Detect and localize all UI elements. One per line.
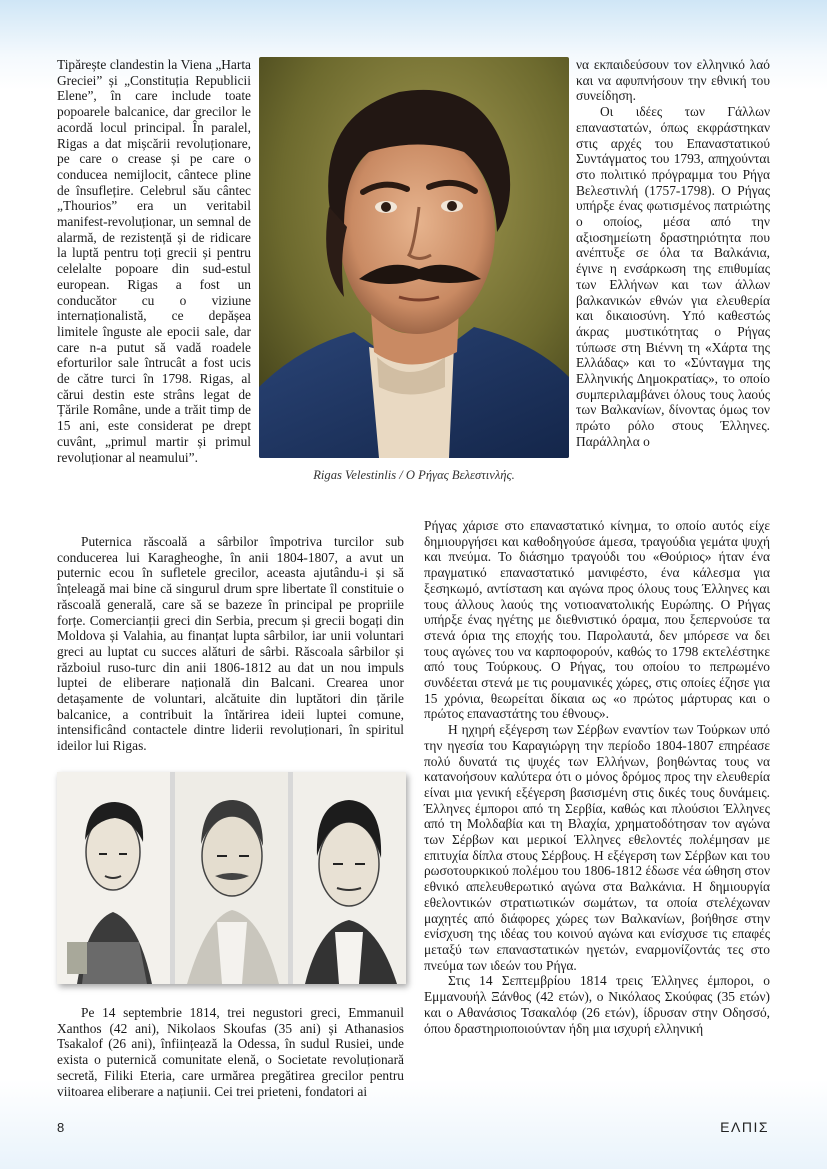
ro-paragraph-3: Pe 14 septembrie 1814, trei negustori greci, Emmanuil Xanthos (42 ani), Nikolaos Skoufas (35 ani) și Athanasios Tsakalof (26 ani), înființează la Odessa, în sudul Rusiei, unde exista o puternică comunitate elenă, o Societate revoluționară secretă, Filiki Eteria, care urmărea pregătirea grecilor pentru viitoarea eliberare a națiunii. Cei trei prieteni, fondatori ai: [57, 1005, 404, 1099]
gr-paragraph-2: Οι ιδέες των Γάλλων επαναστατών, όπως εκφράστηκαν στις αρχές του Επαναστατικού Συντάγματος του 1793, απηχούνται στο πολιτικό πρόγραμμα του Ρήγα Βελεστινλή (1757-1798). Ο Ρήγας υπήρξε ένας φωτισμένος πατριώτης ο οποίος, μέσα από την αξιοσημείωτη δραστηριότητα που ανέπτυξε σε όλα τα Βαλκάνια, έγινε η ενσάρκωση της επιθυμίας των Ελλήνων και των άλλων βαλκανικών εθνών για ελευθερία και δικαιοσύνη. Υπό καθεστώς άκρας μυστικότητας ο Ρήγας τύπωσε στη Βιέννη τη «Χάρτα της Ελλάδας» και το «Σύνταγμα της Ελληνικής Δημοκρατίας», το οποίο συμπεριλαμβάνει όλους τους λαούς των Βαλκανίων, δίνοντας όμως τον πρώτο ρόλο στους Έλληνες. Παράλληλα ο: [576, 104, 770, 449]
rigas-portrait: [259, 57, 569, 458]
gr-paragraph-3: Η ηχηρή εξέγερση των Σέρβων εναντίον των Τούρκων υπό την ηγεσία του Καραγιώργη την περίοδο 1804-1807 επηρέασε πολύ δυνατά τις ψυχές των Ελλήνων, βοηθώντας τους να κατανοήσουν καλύτερα ότι ο μόνος δρόμος προς την ελευθερία είναι μια γενική εξέγερση βασισμένη στις δικές τους δυνάμεις. Έλληνες έμποροι από τη Σερβία, καθώς και πλούσιοι Έλληνες από τη Μολδαβία και τη Βλαχία, χρηματοδότησαν τον αγώνα των Σέρβων και μερικοί Έλληνες εθελοντές πολέμησαν με επιτυχία δίπλα στους Σέρβους. Η εξέγερση των Σέρβων και του ρωσοτουρκικού πολέμου του 1806-1812 έδωσε νέα ώθηση στον εθνικό απελευθερωτικό αγώνα στα Βαλκάνια. Η δημιουργία εθελοντικών στρατιωτικών σωμάτων, τα οποία στελέχωναν μαχητές από διάφορες χώρες των Βαλκανίων, βοήθησε στην ενίσχυση της ιδέας του κοινού αγώνα και ενίσχυσε τις επαφές μεταξύ των επαναστατικών ηγετών, εναρμονίζοντάς τες στο πνεύμα των ιδεών του Ρήγα.: [424, 722, 770, 973]
gr-paragraph-4: Στις 14 Σεπτεμβρίου 1814 τρεις Έλληνες έμποροι, ο Εμμανουήλ Ξάνθος (42 ετών), ο Νικόλαος Σκούφας (35 ετών) και ο Αθανάσιος Τσακαλόφ (26 ετών), ίδρυσαν στην Οδησσό, όπου δραστηριοποιούνταν ήδη μια ισχυρή ελληνική: [424, 973, 770, 1036]
publication-name: ΕΛΠΙΣ: [720, 1119, 769, 1135]
portrait-caption: Rigas Velestinlis / Ο Ρήγας Βελεστινλής.: [313, 468, 515, 482]
page-number: 8: [57, 1120, 65, 1135]
gr-paragraph-2-continued: Ρήγας χάρισε στο επαναστατικό κίνημα, το οποίο αυτός είχε δημιουργήσει και καθοδηγούσε άμεσα, τραγούδια γεμάτα ψυχή και πνεύμα. Το διάσημο τραγούδι του «Θούριος» ήταν ένα πραγματικό επαναστατικό μανιφέστο, ένα κάλεσμα για ξεσηκωμό, αντίσταση και αγώνα προς όλους τους Έλληνες και τους άλλους λαούς της νοτιοανατολικής Ευρώπης. Ο Ρήγας υπήρξε ένας ηγέτης με διεθνιστικό όραμα, που ξεπερνούσε τα στενά όρια της εποχής του. Παρολαυτά, δεν μπόρεσε να δει τους αγώνες του να καρποφορούν, καθώς το 1798 εκτελέστηκε από τους Τούρκους. Ο Ρήγας, του οποίου το πεπρωμένο συνδέεται στενά με τις ρουμανικές χώρες, στις οποίες έζησε για 15 χρόνια, θεωρείται δίκαια ως «ο πρώτος μάρτυρας και ο πρώτος επαναστάτης του έθνους». Η ηχηρή εξέγερση των Σέρβων εναντίον των Τούρκων υπό την ηγεσία του Καραγιώργη την περίοδο 1804-1807 επηρέασε πολύ δυνατά τις ψυχές των Ελλήνων, βοηθώντας τους να κατανοήσουν καλύτερα ότι ο μόνος δρόμος προς την ελευθερία είναι μια γενική εξέγερση βασισμένη στις δικές τους δυνάμεις. Έλληνες έμποροι από τη Σερβία, καθώς και πλούσιοι Έλληνες από τη Μολδαβία και τη Βλαχία, χρηματοδότησαν τον αγώνα των Σέρβων και μερικοί Έλληνες εθελοντές πολέμησαν με επιτυχία δίπλα στους Σέρβους. Η εξέγερση των Σέρβων και του ρωσοτουρκικού πολέμου του 1806-1812 έδωσε νέα ώθηση στον εθνικό απελευθερωτικό αγώνα στα Βαλκάνια. Η δημιουργία εθελοντικών στρατιωτικών σωμάτων, τα οποία στελέχωναν μαχητές από διάφορες χώρες των Βαλκανίων, βοήθησε στην ενίσχυση της ιδέας του κοινού αγώνα και ενίσχυσε τις επαφές μεταξύ των επαναστατικών ηγετών, εναρμονίζοντάς τες στο πνεύμα των ιδεών του Ρήγα. Στις 14 Σεπτεμβρίου 1814 τρεις Έλληνες έμποροι, ο Εμμανουήλ Ξάνθος (42 ετών), ο Νικόλαος Σκούφας (35 ετών) και ο Αθανάσιος Τσακαλόφ (26 ετών), ίδρυσαν στην Οδησσό, όπου δραστηριοποιούνταν ήδη μια ισχυρή ελληνική: [424, 518, 770, 1036]
ro-paragraph-2: Puternica răscoală a sârbilor împotriva turcilor sub conducerea lui Karagheoghe, în anii 1804-1807, a avut un puternic ecou în sufletele grecilor, aceasta ajutându-i și să înțeleagă mai bine că singurul drum spre libertate îl constituie o răscoală generală, care să se bazeze în principal pe propriile forțe. Comercianții greci din Serbia, precum și grecii bogați din Moldova și Valahia, au finanțat lupta sârbilor, iar unii voluntari greci au luptat cu succes alături de sârbi. Răscoala sârbilor și războiul ruso-turc din anii 1806-1812 au dat un nou impuls luptei de eliberare națională din Balcani. Crearea unor detașamente de voluntari, alcătuite din luptători din țările balcanice, a contribuit la întărirea ideii luptei comune, intensificând contactele dintre liderii revoluționari, în spiritul ideilor lui Rigas.: [57, 534, 404, 754]
founders-portraits: [57, 772, 406, 984]
gr-paragraph-1: να εκπαιδεύσουν τον ελληνικό λαό και να αφυπνήσουν την εθνική του συνείδηση. Οι ιδέες των Γάλλων επαναστατών, όπως εκφράστηκαν στις αρχές του Επαναστατικού Συντάγματος του 1793, απηχούνται στο πολιτικό πρόγραμμα του Ρήγα Βελεστινλή (1757-1798). Ο Ρήγας υπήρξε ένας φωτισμένος πατριώτης ο οποίος, μέσα από την αξιοσημείωτη δραστηριότητα που ανέπτυξε σε όλα τα Βαλκάνια, έγινε η ενσάρκωση της επιθυμίας των Ελλήνων και των άλλων βαλκανικών εθνών για ελευθερία και δικαιοσύνη. Υπό καθεστώς άκρας μυστικότητας ο Ρήγας τύπωσε στη Βιέννη τη «Χάρτα της Ελλάδας» και το «Σύνταγμα της Ελληνικής Δημοκρατίας», το οποίο συμπεριλαμβάνει όλους τους λαούς των Βαλκανίων, δίνοντας όμως τον πρώτο ρόλο στους Έλληνες. Παράλληλα ο: [576, 57, 770, 449]
ro-paragraph-1: Tipărește clandestin la Viena „Harta Greciei” și „Constituția Republicii Elene”, în care include toate popoarele balcanice, dar grecilor le acordă locul principal. În paralel, Rigas a dat mișcării revoluționare, pe care o crease și pe care o conducea nemijlocit, cântece pline de însuflețire. Celebrul său cântec „Thourios” era un veritabil manifest-revoluționar, un semnal de alarmă, de rezistență și de ridicare la luptă pentru toți grecii și pentru celelalte popoare din sud-estul european. Rigas a fost un conducător cu o viziune internaționalistă, ce depășea limitele înguste ale epocii sale, dar care n-a putut să vadă roadele eforturilor sale întrucât a fost ucis de către turci în 1798. Rigas, al cărui destin este strâns legat de Țările Române, unde a trăit timp de 15 ani, este considerat pe drept cuvânt, „primul martir și primul revoluționar al neamului”.: [57, 57, 251, 465]
